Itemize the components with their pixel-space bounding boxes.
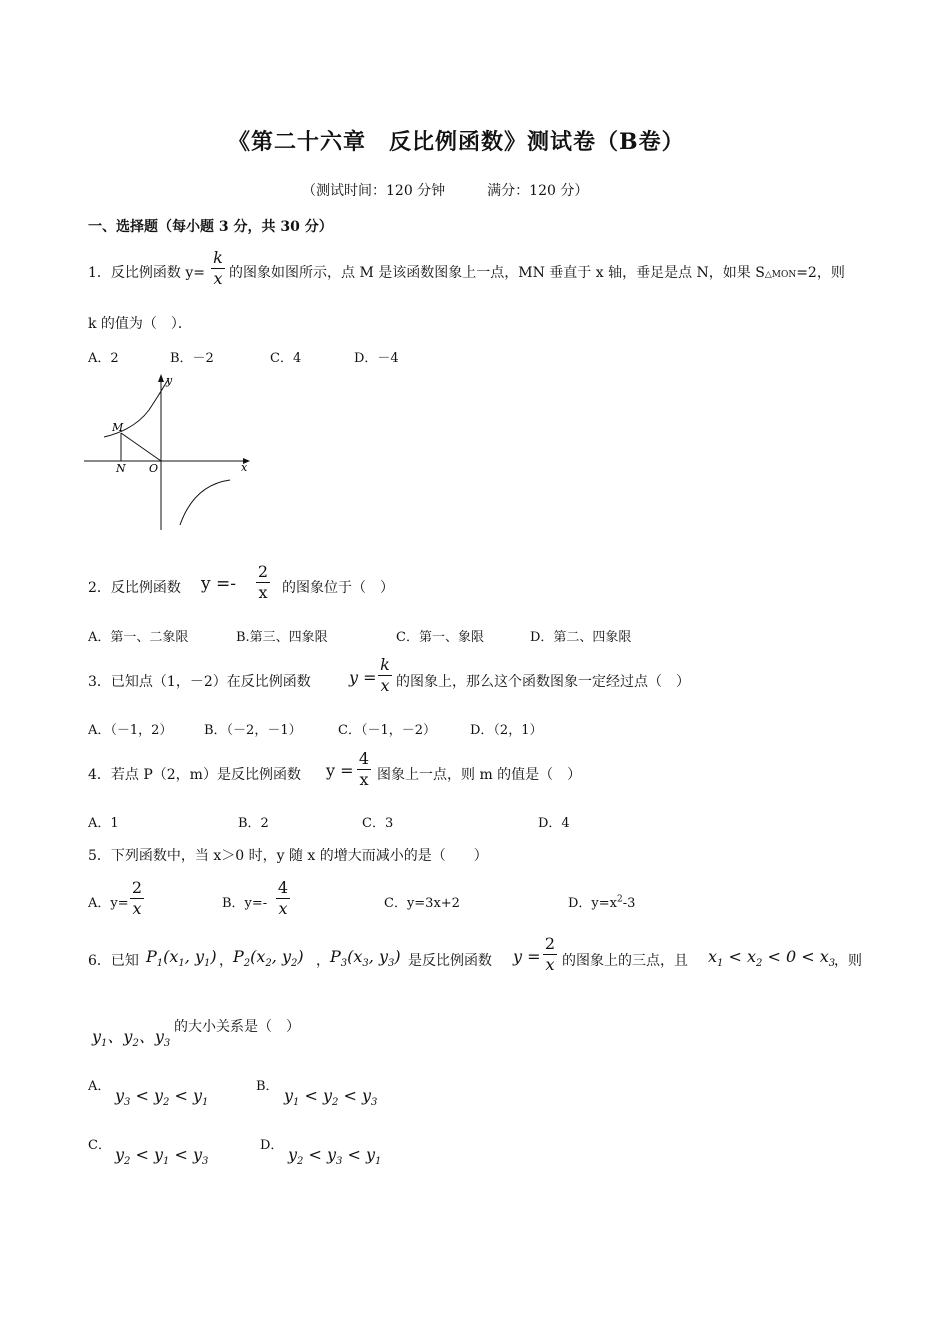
q2-option-b[interactable]: B.第三、四象限 <box>236 630 328 645</box>
q6-option-d-label[interactable]: D． <box>260 1138 284 1153</box>
q6-inequality: $x_1 < x_2 < 0 < x_3$ <box>708 947 836 970</box>
label-o: O <box>149 462 159 475</box>
q4-prefix: 4．若点 P（2，m）是反比例函数 <box>88 767 301 783</box>
q6-line2-suffix: 的大小关系是（ ） <box>174 1019 300 1035</box>
q2-option-d[interactable]: D．第二、四象限 <box>530 630 632 645</box>
q6-lhs: y = <box>513 947 541 966</box>
q6-comma-1: ， <box>219 953 233 969</box>
mo-segment <box>121 433 161 461</box>
q1-option-c[interactable]: C．4 <box>270 351 302 366</box>
q6-end: ，则 <box>834 953 862 969</box>
curve-fourth-quadrant <box>180 480 230 525</box>
q6-suffix: 的图象上的三点，且 <box>562 953 688 969</box>
q6-option-a[interactable]: $y_3 < y_2 < y_1$ <box>115 1086 209 1109</box>
q5-option-a-prefix[interactable]: A．y= <box>88 896 129 911</box>
q4-fraction <box>357 750 371 789</box>
label-n: N <box>116 462 126 475</box>
q3-fraction <box>378 656 392 695</box>
q3-prefix: 3．已知点（1，－2）在反比例函数 <box>88 674 311 690</box>
q6-option-c[interactable]: $y_2 < y_1 < y_3$ <box>115 1145 209 1168</box>
q3-frac-num: k <box>380 655 390 674</box>
q2-fraction <box>256 563 270 602</box>
q5-option-c[interactable]: C．y=3x+2 <box>384 896 460 911</box>
q5-b-den: x <box>278 899 288 918</box>
q1-prefix: 1．反比例函数 y= <box>88 265 205 281</box>
q1-option-b[interactable]: B．－2 <box>170 351 214 366</box>
q6-option-b-label[interactable]: B． <box>256 1079 279 1094</box>
q4-option-c[interactable]: C．3 <box>362 816 394 831</box>
q6-y-list: $y_1$、$y_2$、$y_3$ <box>92 1027 171 1050</box>
q1-fraction <box>211 249 225 288</box>
q6-option-d[interactable]: $y_2 < y_3 < y_1$ <box>288 1145 382 1168</box>
q4-lhs: y = <box>326 761 354 780</box>
q6-frac-num: 2 <box>544 934 556 953</box>
q6-p1: $P_1(x_1$, $y_1$) <box>146 947 217 970</box>
q6-comma-2: ， <box>316 953 330 969</box>
q3-option-c[interactable]: C．（－1，－2） <box>338 723 436 738</box>
q5-option-a-fraction <box>130 879 144 918</box>
q4-option-d[interactable]: D．4 <box>538 816 570 831</box>
q6-fraction <box>543 935 557 974</box>
exam-info: （测试时间：120 分钟 满分：120 分） <box>302 183 589 199</box>
q4-frac-num: 4 <box>358 749 370 768</box>
q5-a-num: 2 <box>131 878 143 897</box>
label-m: M <box>112 421 124 434</box>
q1-end: =2，则 <box>796 265 845 281</box>
q5-a-den: x <box>132 899 142 918</box>
q1-graph <box>84 370 256 532</box>
q6-option-b[interactable]: $y_1 < y_2 < y_3$ <box>284 1086 378 1109</box>
q5-b-num: 4 <box>277 878 289 897</box>
q5-option-d[interactable] <box>568 892 635 911</box>
q1-frac-num: k <box>213 248 223 267</box>
q5-option-b-fraction <box>276 879 290 918</box>
q2-prefix: 2．反比例函数 <box>88 580 181 596</box>
q3-option-b[interactable]: B．（－2，－1） <box>204 723 302 738</box>
q5-d-end: -3 <box>622 896 636 911</box>
y-axis-arrow <box>158 374 164 382</box>
q3-frac-den: x <box>380 676 390 695</box>
q1-option-a[interactable]: A．2 <box>88 351 119 366</box>
q6-p3: $P_3(x_3$, $y_3$) <box>330 947 401 970</box>
q6-p2: $P_2(x_2$, $y_2$) <box>233 947 304 970</box>
q4-frac-den: x <box>359 770 369 789</box>
q1-frac-den: x <box>213 269 223 288</box>
q5-d-prefix: D．y=x <box>568 896 617 911</box>
q2-option-a[interactable]: A．第一、二象限 <box>88 630 189 645</box>
q4-option-b[interactable]: B．2 <box>238 816 269 831</box>
q3-suffix: 的图象上，那么这个函数图象一定经过点（ ） <box>396 674 690 690</box>
q2-suffix: 的图象位于（ ） <box>282 580 394 596</box>
q6-option-c-label[interactable]: C． <box>88 1138 111 1153</box>
q1-suffix <box>229 262 845 282</box>
q5-text: 5．下列函数中，当 x＞0 时，y 随 x 的增大而减小的是（ ） <box>88 848 488 864</box>
q1-option-d[interactable]: D．－4 <box>354 351 399 366</box>
q1-suffix-text: 的图象如图所示，点 M 是该函数图象上一点，MN 垂直于 x 轴，垂足是点 N，如果 S <box>229 265 765 281</box>
q4-option-a[interactable]: A．1 <box>88 816 119 831</box>
q6-prefix: 6．已知 <box>88 953 139 969</box>
q5-option-b-prefix[interactable]: B．y=- <box>222 896 268 911</box>
q6-frac-den: x <box>545 955 555 974</box>
q3-lhs: y = <box>349 668 377 687</box>
page-title: 《第二十六章 反比例函数》测试卷（B卷） <box>228 129 685 155</box>
q3-option-d[interactable]: D．（2，1） <box>470 723 543 738</box>
q5-d-sup: 2 <box>617 894 623 905</box>
q1-line2: k 的值为（ ）． <box>88 316 192 332</box>
q6-middle: 是反比例函数 <box>408 953 492 969</box>
q6-option-a-label[interactable]: A． <box>88 1079 111 1094</box>
q2-option-c[interactable]: C．第一、象限 <box>396 630 484 645</box>
q2-lhs: y =- <box>201 574 236 594</box>
q2-frac-den: x <box>258 583 268 602</box>
q4-suffix: 图象上一点，则 m 的值是（ ） <box>377 767 582 783</box>
label-y: y <box>166 374 173 387</box>
label-x: x <box>241 461 248 474</box>
q1-subscript: △MON <box>764 270 797 280</box>
q3-option-a[interactable]: A．（－1，2） <box>88 723 173 738</box>
q2-frac-num: 2 <box>257 562 269 581</box>
section-heading: 一、选择题（每小题 3 分，共 30 分） <box>88 219 333 235</box>
